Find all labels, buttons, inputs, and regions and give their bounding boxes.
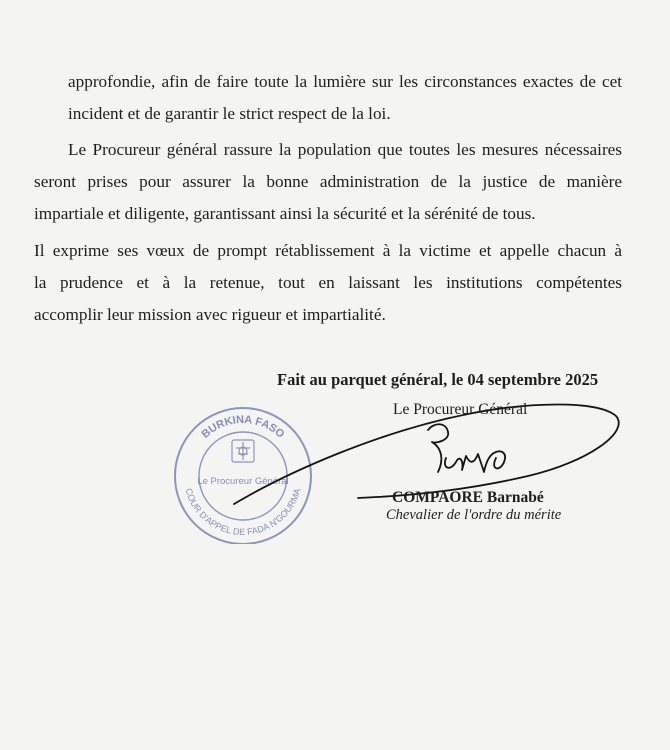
text-line: Le Procureur général rassure la population que toutes les mesures nécessaires — [68, 140, 622, 159]
signer-role: Le Procureur Général — [393, 401, 528, 418]
text-line: la prudence et à la retenue, tout en laissant les institutions compétentes — [34, 273, 622, 292]
signer-distinction: Chevalier de l'ordre du mérite — [386, 507, 562, 523]
place-date: Fait au parquet général, le 04 septembre 2025 — [277, 370, 599, 389]
stamp-center-text: Le Procureur Général — [197, 476, 289, 487]
stamp-bottom-text: COUR D'APPEL DE FADA N'GOURMA — [183, 487, 303, 538]
signer-name: COMPAORE Barnabé — [392, 489, 544, 506]
text-line: approfondie, afin de faire toute la lumière sur les circonstances exactes de cet — [68, 72, 622, 91]
text-line: impartiale et diligente, garantissant ainsi la sécurité et la sérénité de tous. — [34, 204, 536, 223]
text-line: seront prises pour assurer la bonne administration de la justice de manière — [34, 172, 622, 191]
text-line: accomplir leur mission avec rigueur et impartialité. — [34, 305, 386, 324]
text-line: incident et de garantir le strict respect de la loi. — [68, 104, 391, 123]
paragraph-reassurance — [34, 134, 622, 230]
stamp-top-text: BURKINA FASO — [199, 413, 287, 441]
paragraph-investigation — [34, 66, 622, 130]
paragraph-wishes — [34, 235, 622, 331]
text-line: Il exprime ses vœux de prompt rétablissement à la victime et appelle chacun à — [34, 241, 622, 260]
